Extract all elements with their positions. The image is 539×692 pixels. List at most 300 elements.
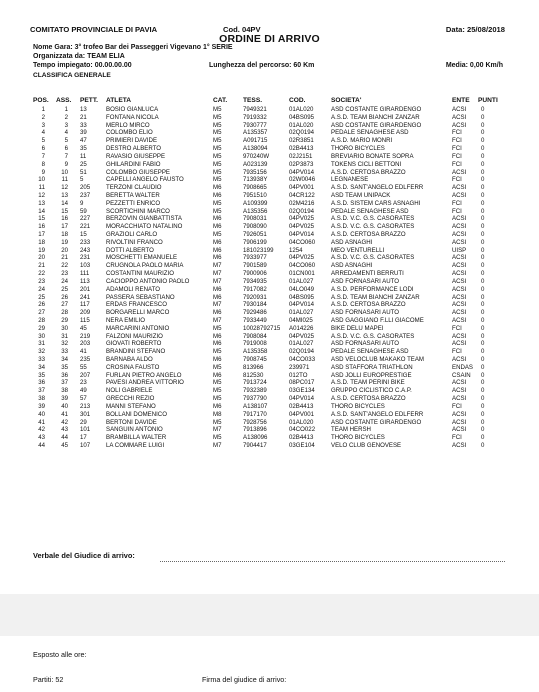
cell-pos: 35 xyxy=(38,371,45,379)
cell-punti: 0 xyxy=(481,277,485,285)
cell-cod: 01AL020 xyxy=(289,106,314,113)
committee-code: Cod. 04PV xyxy=(223,25,261,34)
cell-pos: 11 xyxy=(38,184,45,192)
table-row xyxy=(0,262,539,270)
cell-cat: M5 xyxy=(213,231,222,238)
cell-cat: M6 xyxy=(213,238,222,246)
cell-societa: ARREDAMENTI BERRUTI xyxy=(331,270,404,278)
cell-pett: 47 xyxy=(80,137,87,145)
cell-societa: ASD ASNAGHI xyxy=(331,238,373,246)
cell-atleta: PRIMIERI DAVIDE xyxy=(106,137,158,145)
cell-ente: FCI xyxy=(452,129,462,137)
cell-pett: 231 xyxy=(80,254,91,262)
cell-atleta: LA COMMARE LUIGI xyxy=(106,441,165,449)
col-punti: PUNTI xyxy=(478,97,498,104)
cell-ente: ACSI xyxy=(452,379,467,387)
cell-atleta: SANGUIN ANTONIO xyxy=(106,426,163,434)
cell-societa: A.S.D. MARIO MONRI xyxy=(331,137,393,145)
table-row xyxy=(0,176,539,184)
cell-cod: 04BS095 xyxy=(289,113,315,121)
table-row xyxy=(0,317,539,325)
table-row xyxy=(0,223,539,231)
cell-cat: M5 xyxy=(213,168,222,176)
cell-pos: 10 xyxy=(38,176,45,184)
cell-ente: ACSI xyxy=(452,121,467,129)
cell-tess: 7908665 xyxy=(243,184,267,192)
cell-ass: 11 xyxy=(61,176,68,184)
cell-ass: 25 xyxy=(61,285,68,293)
table-row xyxy=(0,286,539,294)
cell-atleta: MORACCHIATO NATALINO xyxy=(106,223,183,231)
cell-cat: M7 xyxy=(213,426,222,434)
cell-tess: A135358 xyxy=(243,348,268,356)
cell-pos: 38 xyxy=(38,395,45,403)
cell-ass: 13 xyxy=(61,191,68,199)
cell-ente: FCI xyxy=(452,199,462,207)
col-pett: PETT. xyxy=(80,97,98,104)
cell-atleta: CROSINA FAUSTO xyxy=(106,363,160,371)
cell-societa: A.S.D. V.C. G.S. CASORATES xyxy=(331,215,415,223)
cell-punti: 0 xyxy=(481,254,485,262)
table-row xyxy=(0,372,539,380)
cell-societa: ASD JOLLI EUROPRESTIGE xyxy=(331,371,412,379)
cell-atleta: BORGARELLI MARCO xyxy=(106,309,170,317)
cell-atleta: TERZONI CLAUDIO xyxy=(106,184,162,192)
cell-tess: 813966 xyxy=(243,363,264,371)
cell-ente: CSAIN xyxy=(452,371,471,379)
cell-pos: 1 xyxy=(41,106,45,113)
cell-cat: M5 xyxy=(213,434,222,442)
cell-ente: FCI xyxy=(452,434,462,442)
cell-ente: FCI xyxy=(452,207,462,215)
cell-pett: 115 xyxy=(80,316,90,324)
cell-pett: 301 xyxy=(80,410,91,418)
results-table xyxy=(0,106,539,450)
cell-cod: 04MI025 xyxy=(289,316,313,324)
cell-tess: 7917170 xyxy=(243,410,267,418)
cell-societa: BREVIARIO BONATE SOPRA xyxy=(331,152,414,160)
cell-pett: 59 xyxy=(80,207,87,215)
table-row xyxy=(0,419,539,427)
cell-punti: 0 xyxy=(481,379,485,387)
cell-pos: 44 xyxy=(38,441,45,449)
cell-atleta: BERZOVIN GIANBATTISTA xyxy=(106,215,182,223)
cell-cat: M7 xyxy=(213,316,222,324)
cell-cat: M5 xyxy=(213,348,222,356)
race-name: Nome Gara: 3° trofeo Bar dei Passeggeri Vigevano 1° SERIE xyxy=(33,44,233,51)
cell-pett: 107 xyxy=(80,441,91,449)
cell-pos: 34 xyxy=(38,363,45,371)
cell-cat: M5 xyxy=(213,199,222,207)
cell-cod: 04CO060 xyxy=(289,238,316,246)
cell-pett: 113 xyxy=(80,277,90,285)
cell-atleta: MARCARINI ANTONIO xyxy=(106,324,170,332)
cell-tess: A138107 xyxy=(243,402,268,410)
cell-ente: ACSI xyxy=(452,106,467,113)
cell-societa: MEO VENTURELLI xyxy=(331,246,385,254)
cell-pett: 9 xyxy=(80,199,84,207)
cell-ass: 27 xyxy=(61,301,68,309)
cell-ente: ACSI xyxy=(452,270,467,278)
cell-atleta: COLOMBO GIUSEPPE xyxy=(106,168,170,176)
cell-pos: 5 xyxy=(41,137,45,145)
cell-punti: 0 xyxy=(481,207,485,215)
cell-societa: A.S.D. TEAM PERINI BIKE xyxy=(331,379,405,387)
cell-atleta: FONTANA NICOLA xyxy=(106,113,159,121)
table-row xyxy=(0,270,539,278)
cell-ass: 24 xyxy=(61,277,68,285)
cell-ass: 40 xyxy=(61,402,68,410)
cell-cod: 04PV001 xyxy=(289,410,315,418)
cell-ass: 5 xyxy=(64,137,68,145)
cell-ass: 32 xyxy=(61,340,68,348)
cell-cat: M5 xyxy=(213,121,222,129)
cell-ass: 34 xyxy=(61,356,68,363)
cell-societa: A.S.D. V.C. G.S. CASORATES xyxy=(331,223,415,231)
page-gap xyxy=(0,594,539,636)
cell-societa: ASD COSTANTE GIRARDENGO xyxy=(331,106,422,113)
table-row xyxy=(0,395,539,403)
cell-pett: 5 xyxy=(80,176,84,184)
cell-ass: 44 xyxy=(61,434,68,442)
cell-atleta: MANNI STEFANO xyxy=(106,402,156,410)
cell-cat: M8 xyxy=(213,410,222,418)
cell-cod: 02J2151 xyxy=(289,152,313,160)
cell-pett: 219 xyxy=(80,332,91,340)
cell-ente: ACSI xyxy=(452,387,467,395)
table-row xyxy=(0,254,539,262)
cell-ente: FCI xyxy=(452,324,462,332)
cell-societa: A.S.D. V.C. G.S. CASORATES xyxy=(331,332,415,340)
cell-atleta: COLOMBO ELIO xyxy=(106,129,153,137)
cell-cod: 08PC017 xyxy=(289,379,315,387)
cell-pett: 39 xyxy=(80,129,87,137)
cell-cod: 01CN001 xyxy=(289,270,315,278)
cell-atleta: SCORTICHINI MARCO xyxy=(106,207,170,215)
col-cat: CAT. xyxy=(213,97,228,104)
cell-ass: 12 xyxy=(61,184,68,192)
cell-tess: 10028792715 xyxy=(243,324,281,332)
cell-ass: 29 xyxy=(61,316,68,324)
cell-cat: M6 xyxy=(213,293,222,301)
cell-punti: 0 xyxy=(481,121,485,129)
cell-cod: 02W0046 xyxy=(289,176,316,184)
cell-societa: ASD FORNASARI AUTO xyxy=(331,277,399,285)
table-row xyxy=(0,356,539,364)
cell-societa: ASD COSTANTE GIRARDENGO xyxy=(331,418,422,426)
cell-ass: 14 xyxy=(61,199,68,207)
cell-pos: 40 xyxy=(38,410,45,418)
cell-pett: 15 xyxy=(80,231,87,238)
cell-ente: ACSI xyxy=(452,168,467,176)
cell-punti: 0 xyxy=(481,363,485,371)
cell-ass: 35 xyxy=(61,363,68,371)
cell-atleta: MERLO MIRCO xyxy=(106,121,150,129)
cell-pett: 111 xyxy=(80,270,90,278)
cell-punti: 0 xyxy=(481,270,485,278)
cell-ente: ACSI xyxy=(452,113,467,121)
cell-ass: 45 xyxy=(61,441,68,449)
cell-atleta: DESTRO ALBERTO xyxy=(106,145,161,153)
cell-ass: 7 xyxy=(64,152,68,160)
cell-ente: ACSI xyxy=(452,184,467,192)
table-row xyxy=(0,309,539,317)
cell-cod: 04PV014 xyxy=(289,168,315,176)
cell-cat: M6 xyxy=(213,184,222,192)
cell-societa: ASD FORNASARI AUTO xyxy=(331,340,399,348)
table-row xyxy=(0,379,539,387)
cell-punti: 0 xyxy=(481,113,485,121)
cell-pett: 17 xyxy=(80,434,87,442)
cell-pett: 35 xyxy=(80,145,87,153)
table-row xyxy=(0,114,539,122)
cell-atleta: MOSCHETTI EMANUELE xyxy=(106,254,178,262)
cell-pos: 22 xyxy=(38,270,45,278)
cell-tess: A138094 xyxy=(243,145,268,153)
cell-pett: 57 xyxy=(80,395,87,403)
cell-pos: 37 xyxy=(38,387,45,395)
cell-cod: 01AL020 xyxy=(289,121,314,129)
cell-punti: 0 xyxy=(481,145,485,153)
cell-societa: LEGNANESE xyxy=(331,176,369,184)
cell-ente: ACSI xyxy=(452,426,467,434)
table-row xyxy=(0,434,539,442)
cell-societa: ASD STAFFORA TRIATHLON xyxy=(331,363,413,371)
cell-cod: 01AL027 xyxy=(289,340,314,348)
cell-punti: 0 xyxy=(481,168,485,176)
table-row xyxy=(0,192,539,200)
cell-atleta: GIOVATI ROBERTO xyxy=(106,340,162,348)
cell-atleta: RAVASIO GIUSEPPE xyxy=(106,152,166,160)
cell-punti: 0 xyxy=(481,160,485,168)
cell-pos: 16 xyxy=(38,223,45,231)
cell-societa: ASD VELOCLUB MAKAKO TEAM xyxy=(331,356,425,363)
cell-tess: 7901589 xyxy=(243,262,267,270)
cell-pett: 41 xyxy=(80,348,87,356)
cell-cat: M5 xyxy=(213,418,222,426)
cell-pett: 103 xyxy=(80,262,91,270)
cell-ente: ACSI xyxy=(452,238,467,246)
cell-ass: 17 xyxy=(61,223,68,231)
cell-pett: 205 xyxy=(80,184,91,192)
cell-pos: 31 xyxy=(38,340,45,348)
cell-tess: A135357 xyxy=(243,129,268,137)
cell-cod: 1254 xyxy=(289,246,303,254)
cell-cat: M7 xyxy=(213,262,222,270)
cell-cat: M5 xyxy=(213,379,222,387)
cell-cat: M5 xyxy=(213,387,222,395)
cell-ente: ACSI xyxy=(452,215,467,223)
cell-ente: ACSI xyxy=(452,231,467,238)
cell-tess: 812530 xyxy=(243,371,264,379)
cell-societa: A.S.D. TEAM BIANCHI ZANZAR xyxy=(331,293,420,301)
cell-ass: 28 xyxy=(61,309,68,317)
cell-tess: 7908090 xyxy=(243,223,267,231)
cell-pos: 32 xyxy=(38,348,45,356)
cell-cat: M5 xyxy=(213,137,222,145)
cell-ente: ACSI xyxy=(452,262,467,270)
cell-cat: M6 xyxy=(213,254,222,262)
cell-pos: 18 xyxy=(38,238,45,246)
cell-cod: A014226 xyxy=(289,324,314,332)
cell-ass: 10 xyxy=(61,168,68,176)
cell-tess: A023139 xyxy=(243,160,268,168)
col-cod: COD. xyxy=(289,97,306,104)
col-tess: TESS. xyxy=(243,97,263,104)
race-time: Tempo impiegato: 00.00.00.00 xyxy=(33,62,132,69)
cell-punti: 0 xyxy=(481,316,485,324)
cell-cat: M6 xyxy=(213,402,222,410)
cell-societa: PEDALE SENAGHESE ASD xyxy=(331,348,409,356)
cell-cod: 04CO060 xyxy=(289,262,316,270)
cell-tess: 7920931 xyxy=(243,293,267,301)
table-row xyxy=(0,294,539,302)
cell-cat: M7 xyxy=(213,270,222,278)
cell-pos: 30 xyxy=(38,332,45,340)
cell-societa: VELO CLUB GENOVESE xyxy=(331,441,402,449)
cell-tess: 7935156 xyxy=(243,168,267,176)
cell-pos: 14 xyxy=(38,207,45,215)
cell-pos: 41 xyxy=(38,418,45,426)
cell-pos: 3 xyxy=(41,121,45,129)
cell-pos: 13 xyxy=(38,199,45,207)
cell-cod: 04PV014 xyxy=(289,395,315,403)
col-ass: ASS. xyxy=(56,97,72,104)
cell-cod: 02M4216 xyxy=(289,199,315,207)
cell-cod: 01AL020 xyxy=(289,418,314,426)
cell-ente: ACSI xyxy=(452,191,467,199)
cell-punti: 0 xyxy=(481,371,485,379)
cell-cod: 04PV014 xyxy=(289,301,315,309)
cell-cod: 04PV025 xyxy=(289,223,315,231)
cell-pett: 29 xyxy=(80,418,87,426)
cell-tess: 7933449 xyxy=(243,316,267,324)
cell-pos: 42 xyxy=(38,426,45,434)
cell-tess: A138096 xyxy=(243,434,268,442)
cell-ente: ACSI xyxy=(452,309,467,317)
cell-pos: 39 xyxy=(38,402,45,410)
cell-atleta: BRAMBILLA WALTER xyxy=(106,434,167,442)
cell-pos: 21 xyxy=(38,262,45,270)
cell-tess: 970240W xyxy=(243,152,270,160)
table-row xyxy=(0,208,539,216)
cell-punti: 0 xyxy=(481,395,485,403)
cell-societa: A.S.D. CERTOSA BRAZZO xyxy=(331,231,406,238)
cell-cat: M6 xyxy=(213,215,222,223)
cell-punti: 0 xyxy=(481,215,485,223)
cell-cat: M5 xyxy=(213,324,222,332)
cell-cod: 02B4413 xyxy=(289,434,314,442)
cell-ass: 4 xyxy=(64,129,68,137)
cell-cod: 04CO033 xyxy=(289,356,316,363)
cell-societa: A.S.D. SANT'ANGELO EDLFERR xyxy=(331,184,424,192)
col-pos: POS. xyxy=(33,97,49,104)
cell-societa: A.S.D. PERFORMANCE LODI xyxy=(331,285,414,293)
cell-ass: 41 xyxy=(61,410,68,418)
table-row xyxy=(0,301,539,309)
cell-ente: ACSI xyxy=(452,332,467,340)
cell-ass: 18 xyxy=(61,231,68,238)
cell-pett: 209 xyxy=(80,309,91,317)
cell-cat: M5 xyxy=(213,176,222,184)
cell-societa: ASD ASNAGHI xyxy=(331,262,373,270)
cell-pos: 2 xyxy=(41,113,45,121)
cell-ente: ACSI xyxy=(452,418,467,426)
cell-tess: 7951510 xyxy=(243,191,267,199)
cell-ente: ACSI xyxy=(452,340,467,348)
cell-pett: 233 xyxy=(80,238,91,246)
cell-ente: ACSI xyxy=(452,293,467,301)
cell-pos: 7 xyxy=(41,152,45,160)
cell-pos: 20 xyxy=(38,254,45,262)
cell-ass: 20 xyxy=(61,246,68,254)
cell-pett: 235 xyxy=(80,356,91,363)
cell-pos: 6 xyxy=(41,145,45,153)
cell-atleta: PEZZETTI ENRICO xyxy=(106,199,161,207)
cell-ass: 26 xyxy=(61,293,68,301)
cell-ass: 21 xyxy=(61,254,68,262)
partiti-label: Partiti: 52 xyxy=(33,675,64,684)
cell-ass: 23 xyxy=(61,270,68,278)
cell-ente: ACSI xyxy=(452,223,467,231)
cell-societa: GRUPPO CICLISTICO C.A.P. xyxy=(331,387,412,395)
cell-punti: 0 xyxy=(481,410,485,418)
cell-tess: 7908031 xyxy=(243,215,267,223)
cell-cat: M6 xyxy=(213,191,222,199)
cell-ass: 16 xyxy=(61,215,68,223)
cell-societa: ASD TEAM UNIPACK xyxy=(331,191,391,199)
cell-cod: 04CO022 xyxy=(289,426,316,434)
cell-pett: 243 xyxy=(80,246,91,254)
verbale-label: Verbale del Giudice di arrivo: xyxy=(33,551,135,560)
cell-societa: TOKENS CICLI BETTONI xyxy=(331,160,402,168)
table-row xyxy=(0,122,539,130)
cell-tess: 7917082 xyxy=(243,285,267,293)
cell-ente: FCI xyxy=(452,348,462,356)
cell-tess: 7913896 xyxy=(243,426,267,434)
cell-tess: 7930777 xyxy=(243,121,267,129)
cell-ass: 30 xyxy=(61,324,68,332)
cell-tess: 7908084 xyxy=(243,332,267,340)
cell-tess: 7930184 xyxy=(243,301,267,309)
table-row xyxy=(0,231,539,239)
cell-pos: 36 xyxy=(38,379,45,387)
cell-pett: 213 xyxy=(80,402,91,410)
cell-cod: 02R3851 xyxy=(289,137,314,145)
cell-societa: ASD GAGGIANO F.LLI GIACOME xyxy=(331,316,424,324)
cell-punti: 0 xyxy=(481,238,485,246)
cell-cat: M6 xyxy=(213,309,222,317)
cell-ass: 37 xyxy=(61,379,68,387)
cell-ass: 3 xyxy=(64,121,68,129)
cell-punti: 0 xyxy=(481,176,485,184)
cell-ente: ACSI xyxy=(452,254,467,262)
cell-societa: ASD COSTANTE GIRARDENGO xyxy=(331,121,422,129)
cell-cat: M6 xyxy=(213,246,222,254)
table-row xyxy=(0,325,539,333)
cell-atleta: BOLLANI DOMENICO xyxy=(106,410,167,418)
table-row xyxy=(0,137,539,145)
cell-pett: 117 xyxy=(80,301,90,309)
cell-cod: 01AL027 xyxy=(289,277,314,285)
cell-punti: 0 xyxy=(481,340,485,348)
cell-ente: ACSI xyxy=(452,395,467,403)
cell-ente: ACSI xyxy=(452,410,467,418)
cell-societa: PEDALE SENAGHESE ASD xyxy=(331,207,409,215)
cell-tess: 713938Y xyxy=(243,176,268,184)
cell-ass: 1 xyxy=(64,106,68,113)
cell-cat: M5 xyxy=(213,106,222,113)
